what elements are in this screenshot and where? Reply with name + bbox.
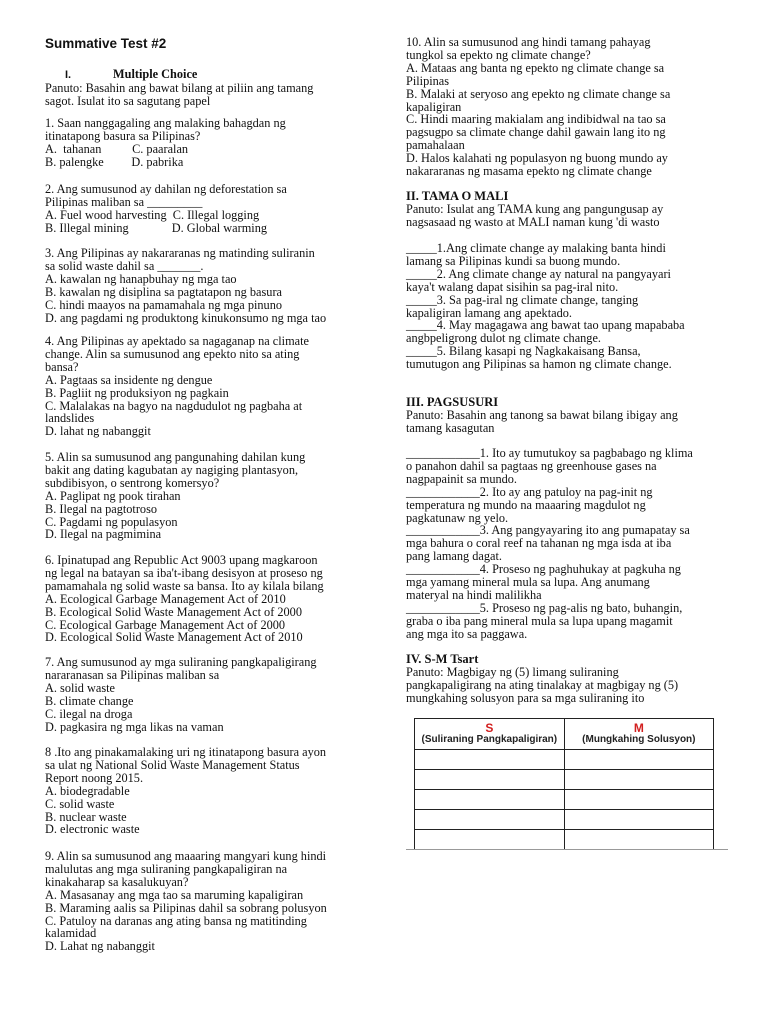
question-3: [45, 247, 380, 324]
panuto-line: tamang kasagutan: [406, 420, 495, 435]
item-line: _____3. Sa pag-iral ng climate change, tanging: [406, 292, 639, 307]
section-heading: III. PAGSUSURI: [406, 395, 499, 409]
question-line: C. Pagdami ng populasyon: [45, 514, 178, 529]
item-line: angbpeligrong dulot ng climate change.: [406, 331, 601, 346]
question-line: nararanasan sa Pilipinas maliban sa: [45, 667, 220, 682]
panuto-line: sagot. Isulat ito sa sagutang papel: [45, 93, 211, 108]
question-line: 5. Alin sa sumusunod ang pangunahing dahilan kung: [45, 450, 306, 464]
question-line: ng legal na batayan sa iba't-ibang desisyon at proseso ng: [45, 565, 323, 580]
table-row: [415, 810, 714, 830]
item-line: _____2. Ang climate change ay natural na pangyayari: [406, 266, 671, 281]
answer-cell[interactable]: [415, 770, 565, 790]
question-9: [45, 850, 380, 953]
question-line: D. Ecological Solid Waste Management Act of 2010: [45, 630, 303, 645]
item-line: _____5. Bilang kasapi ng Nagkakaisang Bansa,: [406, 344, 641, 359]
question-line: landslides: [45, 411, 95, 426]
question-line: change. Alin sa sumusunod ang epekto nito sa ating: [45, 346, 300, 361]
item-line: mga yamang mineral mula sa lupa. Ang anumang: [406, 575, 650, 590]
question-line: 6. Ipinatupad ang Republic Act 9003 upang magkaroon: [45, 553, 318, 567]
panuto-line: Panuto: Isulat ang TAMA kung ang pangungusap ay: [406, 201, 664, 216]
answer-cell[interactable]: [564, 750, 713, 770]
question-5: [45, 451, 380, 541]
answer-cell[interactable]: [564, 810, 713, 830]
question-line: B. Ecological Solid Waste Management Act of 2000: [45, 604, 302, 619]
question-line: A. Masasanay ang mga tao sa maruming kapaligiran: [45, 887, 304, 902]
item-line: kapaligiran: [406, 99, 462, 114]
question-line: pamamahala ng solid waste sa bansa. Ito ay kilala bilang: [45, 578, 324, 593]
column-header-m: [564, 719, 713, 750]
question-line: A. Paglipat ng pook tirahan: [45, 488, 181, 503]
sm-chart-table: [414, 718, 714, 850]
question-line: A. kawalan ng hanapbuhay ng mga tao: [45, 271, 237, 286]
question-line: bakit ang dating kagubatan ay nagiging plantasyon,: [45, 462, 299, 477]
question-line: 8 .Ito ang pinakamalaking uri ng itinatapong basura ayon: [45, 745, 327, 759]
question-line: C. ilegal na droga: [45, 706, 133, 721]
table-row: [415, 790, 714, 810]
question-line: C. hindi maayos na pamamahala ng mga pinuno: [45, 297, 283, 312]
question-line: A. Pagtaas sa insidente ng dengue: [45, 372, 213, 387]
section-heading: Multiple Choice: [113, 67, 198, 81]
question-line: A. Fuel wood harvesting C. Illegal logging: [45, 207, 260, 222]
item-line: mga bahura o coral reef na tahanan ng mga isda at iba: [406, 536, 672, 551]
item-line: pamahalaan: [406, 138, 465, 153]
item-line: lamang sa Pilipinas kundi sa buong mundo.: [406, 253, 621, 268]
question-8: [45, 746, 380, 836]
question-line: B. Ilegal na pagtotroso: [45, 501, 158, 516]
item-line: B. Malaki at seryoso ang epekto ng climate change sa: [406, 86, 671, 101]
question-line: A. tahanan C. paaralan: [45, 141, 189, 156]
question-line: bansa?: [45, 359, 79, 374]
item-line: pang lamang dagat.: [406, 549, 502, 564]
question-line: A. Ecological Garbage Management Act of 2010: [45, 591, 286, 606]
section-heading: IV. S-M Tsart: [406, 652, 479, 666]
question-line: B. kawalan ng disiplina sa pagtatapon ng basura: [45, 284, 282, 299]
panuto-line: nagsasaad ng wasto at MALI naman kung 'di wasto: [406, 214, 660, 229]
section-heading: II. TAMA O MALI: [406, 189, 509, 203]
item-line: tumutugon ang Pilipinas sa hamon ng climate change.: [406, 357, 672, 372]
pagsusuri-items: [406, 447, 741, 641]
column-letter: S: [485, 721, 494, 735]
question-line: Pilipinas maliban sa _________: [45, 194, 203, 209]
item-line: pagsugpo sa climate change dahil gawain lang ito ng: [406, 125, 666, 140]
item-line: ____________1. Ito ay tumutukoy sa pagbabago ng klima: [406, 446, 693, 460]
panuto-line: pangkapaligirang na ating tinalakay at magbigay ng (5): [406, 677, 679, 692]
question-line: A. solid waste: [45, 680, 116, 695]
answer-cell[interactable]: [564, 770, 713, 790]
question-line: D. Lahat ng nabanggit: [45, 939, 155, 954]
section-number: I.: [65, 69, 72, 81]
item-line: _____4. May magagawa ang bawat tao upang mapababa: [406, 318, 685, 333]
question-line: itinatapong basura sa Pilipinas?: [45, 128, 201, 143]
question-line: B. climate change: [45, 693, 134, 708]
page-title: Summative Test #2: [45, 36, 167, 51]
question-line: 2. Ang sumusunod ay dahilan ng deforestation sa: [45, 182, 287, 196]
question-line: 1. Saan nanggagaling ang malaking bahagdan ng: [45, 116, 286, 130]
question-2: [45, 183, 380, 235]
question-line: D. pagkasira ng mga likas na vaman: [45, 719, 224, 734]
item-line: o panahon dahil sa pagtaas ng greenhouse gases na: [406, 458, 657, 473]
tama-o-mali-items: [406, 242, 741, 371]
question-line: B. Maraming aalis sa Pilipinas dahil sa sobrang polusyon: [45, 900, 327, 915]
section-tama-o-mali: [406, 190, 741, 229]
item-line: temperatura ng mundo na maaaring magdulot ng: [406, 497, 646, 512]
table-row: [415, 830, 714, 850]
item-line: ____________2. Ito ay ang patuloy na pag-init ng: [406, 484, 653, 499]
question-6: [45, 554, 380, 644]
answer-cell[interactable]: [415, 750, 565, 770]
question-line: C. Patuloy na daranas ang ating bansa ng matitinding: [45, 913, 307, 928]
item-line: materyal na hindi malilikha: [406, 587, 542, 602]
question-line: 4. Ang Pilipinas ay apektado sa nagaganap na climate: [45, 334, 309, 348]
question-line: A. biodegradable: [45, 783, 130, 798]
question-line: B. Illegal mining D. Global warming: [45, 220, 267, 235]
item-line: tungkol sa epekto ng climate change?: [406, 47, 591, 62]
item-line: kapaligiran lamang ang apektado.: [406, 305, 572, 320]
item-line: kaya't walang dapat sisihin sa pag-iral nito.: [406, 279, 619, 294]
question-line: 3. Ang Pilipinas ay nakararanas ng matinding suliranin: [45, 246, 315, 260]
item-line: _____1.Ang climate change ay malaking banta hindi: [406, 241, 666, 255]
section-sm-tsart: [406, 653, 741, 705]
question-line: D. ang pagdami ng produktong kinukonsumo ng mga tao: [45, 310, 327, 325]
answer-cell[interactable]: [415, 830, 565, 850]
item-line: Pilipinas: [406, 73, 450, 88]
answer-cell[interactable]: [415, 790, 565, 810]
question-line: 7. Ang sumusunod ay mga suliraning pangkapaligirang: [45, 655, 317, 669]
item-line: 10. Alin sa sumusunod ang hindi tamang pahayag: [406, 35, 651, 49]
panuto-line: Panuto: Basahin ang tanong sa bawat bilang ibigay ang: [406, 407, 678, 422]
item-line: ____________4. Proseso ng paghuhukay at pagkuha ng: [406, 562, 681, 577]
item-line: ang mga ito sa paggawa.: [406, 626, 528, 641]
question-line: kalamidad: [45, 926, 97, 941]
table-header-row: [415, 719, 714, 750]
column-header-s: [415, 719, 565, 750]
question-line: kinakaharap sa kasalukuyan?: [45, 874, 189, 889]
item-line: ____________3. Ang pangyayaring ito ang pumapatay sa: [406, 523, 690, 538]
question-line: C. solid waste: [45, 796, 115, 811]
question-line: sa solid waste dahil sa _______.: [45, 258, 204, 273]
panuto-line: Panuto: Magbigay ng (5) limang suliraning: [406, 664, 619, 679]
item-line: pagkatunaw ng yelo.: [406, 510, 509, 525]
item-line: ____________5. Proseso ng pag-alis ng bato, buhangin,: [406, 600, 683, 615]
question-line: B. Pagliit ng produksiyon ng pagkain: [45, 385, 229, 400]
column-letter: M: [633, 721, 644, 735]
item-line: nagpapainit sa mundo.: [406, 471, 517, 486]
column-label: (Suliraning Pangkapaligiran): [421, 734, 558, 745]
answer-cell[interactable]: [415, 810, 565, 830]
question-7: [45, 656, 380, 733]
question-line: 9. Alin sa sumusunod ang maaaring mangyari kung hindi: [45, 849, 327, 863]
page-divider: [406, 849, 728, 850]
panuto-line: mungkahing solusyon para sa mga suliraning ito: [406, 690, 645, 705]
question-line: sa ulat ng National Solid Waste Management Status: [45, 757, 300, 772]
column-label: (Mungkahing Solusyon): [582, 734, 696, 745]
question-line: B. nuclear waste: [45, 809, 127, 824]
question-line: D. electronic waste: [45, 822, 140, 837]
question-line: D. Ilegal na pagmimina: [45, 527, 162, 542]
panuto-line: Panuto: Basahin ang bawat bilang at piliin ang tamang: [45, 80, 314, 95]
question-line: C. Ecological Garbage Management Act of 2000: [45, 617, 286, 632]
question-line: Report noong 2015.: [45, 770, 144, 785]
item-line: C. Hindi maaring makialam ang indibidwal na tao sa: [406, 112, 666, 127]
question-line: subdibisyon, o sentrong komersyo?: [45, 475, 220, 490]
question-line: malulutas ang mga suliraning pangkapaligiran na: [45, 861, 288, 876]
question-line: C. Malalakas na bagyo na nagdudulot ng pagbaha at: [45, 398, 303, 413]
answer-cell[interactable]: [564, 830, 713, 850]
answer-cell[interactable]: [564, 790, 713, 810]
question-10: [406, 36, 741, 178]
item-line: nakararanas ng masama epekto ng climate change: [406, 164, 652, 179]
table-row: [415, 750, 714, 770]
item-line: A. Mataas ang banta ng epekto ng climate change sa: [406, 60, 665, 75]
question-line: B. palengke D. pabrika: [45, 154, 184, 169]
table-row: [415, 770, 714, 790]
question-line: D. lahat ng nabanggit: [45, 424, 151, 439]
question-4: [45, 335, 380, 438]
question-1: [45, 117, 380, 169]
section-pagsusuri: [406, 396, 741, 435]
item-line: D. Halos kalahati ng populasyon ng buong mundo ay: [406, 151, 668, 166]
item-line: graba o iba pang mineral mula sa lupa upang magamit: [406, 613, 673, 628]
section-multiple-choice: [45, 68, 375, 108]
